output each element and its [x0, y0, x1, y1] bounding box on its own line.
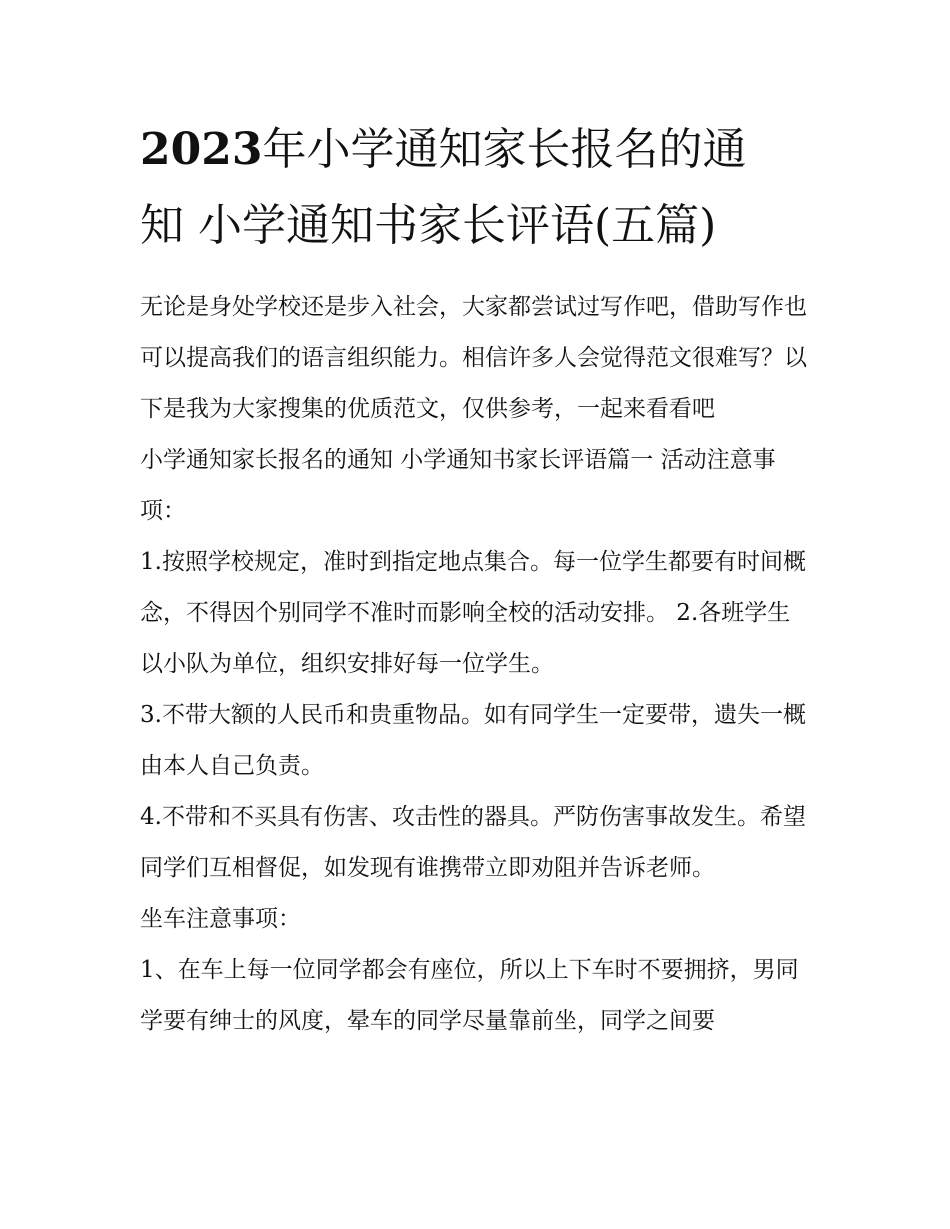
intro-paragraph: 无论是身处学校还是步入社会，大家都尝试过写作吧，借助写作也可以提高我们的语言组织能力。相信许多人会觉得范文很难写？以下是我为大家搜集的优质范文，仅供参考，一起来看看吧 — [140, 294, 807, 422]
section-heading: 小学通知家长报名的通知 小学通知书家长评语篇一 活动注意事项： — [140, 447, 776, 524]
title-line-1: 年小学通知家长报名的通 — [262, 124, 747, 175]
document-page — [140, 112, 812, 1047]
list-item: 4.不带和不买具有伤害、攻击性的器具。严防伤害事故发生。希望同学们互相督促，如发现有谁携带立即劝阻并告诉老师。 — [140, 804, 806, 881]
document-title — [140, 112, 812, 264]
list-item: 3.不带大额的人民币和贵重物品。如有同学生一定要带，遗失一概由本人自己负责。 — [140, 702, 806, 779]
subsection-heading: 坐车注意事项： — [140, 906, 301, 932]
list-item: 1.按照学校规定，准时到指定地点集合。每一位学生都要有时间概念，不得因个别同学不准时而影响全校的活动安排。 2.各班学生以小队为单位，组织安排好每一位学生。 — [140, 549, 806, 677]
title-line-2: 知 小学通知书家长评语(五篇) — [140, 200, 717, 251]
list-item: 1、在车上每一位同学都会有座位，所以上下车时不要拥挤，男同学要有绅士的风度，晕车的同学尽量靠前坐，同学之间要 — [140, 957, 799, 1034]
title-year: 2023 — [140, 124, 263, 175]
document-body — [140, 282, 812, 1047]
